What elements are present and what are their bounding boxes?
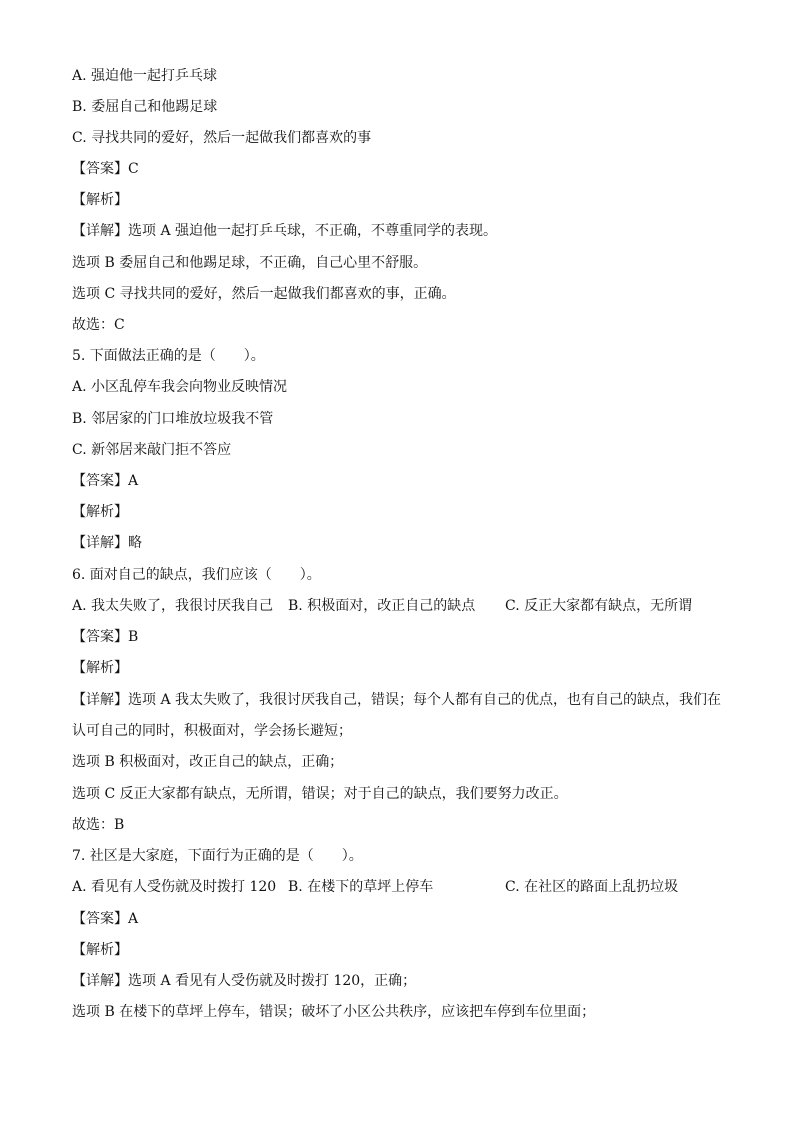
option-b: B. 邻居家的门口堆放垃圾我不管 xyxy=(72,411,274,427)
option-c: C. 寻找共同的爱好，然后一起做我们都喜欢的事 xyxy=(72,130,372,146)
explanation-line: 选项 B 在楼下的草坪上停车，错误；破坏了小区公共秩序，应该把车停到车位里面； xyxy=(72,1004,596,1020)
conclusion-line: 故选：B xyxy=(72,817,125,833)
option-c: C. 在社区的路面上乱扔垃圾 xyxy=(505,879,679,895)
explanation-line: 【详解】略 xyxy=(72,535,142,551)
option-c: C. 新邻居来敲门拒不答应 xyxy=(72,442,232,458)
option-b: B. 积极面对，改正自己的缺点 xyxy=(288,598,476,614)
option-a: A. 我太失败了，我很讨厌我自己 xyxy=(72,598,274,614)
option-b: B. 委屈自己和他踢足球 xyxy=(72,99,218,115)
answer-line: 【答案】A xyxy=(72,911,139,927)
explanation-line: 【详解】选项 A 我太失败了，我很讨厌我自己，错误；每个人都有自己的优点，也有自己的缺点，我们在 xyxy=(72,692,722,708)
explanation-line: 【详解】选项 A 强迫他一起打乒乓球，不正确，不尊重同学的表现。 xyxy=(72,223,498,239)
answer-line: 【答案】B xyxy=(72,629,139,645)
option-a: A. 小区乱停车我会向物业反映情况 xyxy=(72,379,288,395)
analysis-heading: 【解析】 xyxy=(72,192,128,208)
question-6: 6. 面对自己的缺点，我们应该（ ）。 xyxy=(72,567,321,583)
option-b: B. 在楼下的草坪上停车 xyxy=(288,879,434,895)
explanation-line: 选项 C 反正大家都有缺点，无所谓，错误；对于自己的缺点，我们要努力改正。 xyxy=(72,786,568,802)
question-7: 7. 社区是大家庭，下面行为正确的是（ ）。 xyxy=(72,848,363,864)
option-a: A. 强迫他一起打乒乓球 xyxy=(72,68,218,84)
answer-line: 【答案】A xyxy=(72,473,139,489)
explanation-line: 选项 B 积极面对，改正自己的缺点，正确； xyxy=(72,754,344,770)
analysis-heading: 【解析】 xyxy=(72,504,128,520)
option-c: C. 反正大家都有缺点，无所谓 xyxy=(505,598,693,614)
answer-line: 【答案】C xyxy=(72,161,139,177)
option-a: A. 看见有人受伤就及时拨打 120 xyxy=(72,879,277,895)
explanation-line: 选项 B 委屈自己和他踢足球，不正确，自己心里不舒服。 xyxy=(72,255,428,271)
question-5: 5. 下面做法正确的是（ ）。 xyxy=(72,348,265,364)
conclusion-line: 故选：C xyxy=(72,317,125,333)
explanation-line: 选项 C 寻找共同的爱好，然后一起做我们都喜欢的事，正确。 xyxy=(72,286,456,302)
analysis-heading: 【解析】 xyxy=(72,942,128,958)
explanation-line: 【详解】选项 A 看见有人受伤就及时拨打 120，正确； xyxy=(72,973,417,989)
explanation-line: 认可自己的同时，积极面对，学会扬长避短； xyxy=(72,723,352,739)
analysis-heading: 【解析】 xyxy=(72,660,128,676)
